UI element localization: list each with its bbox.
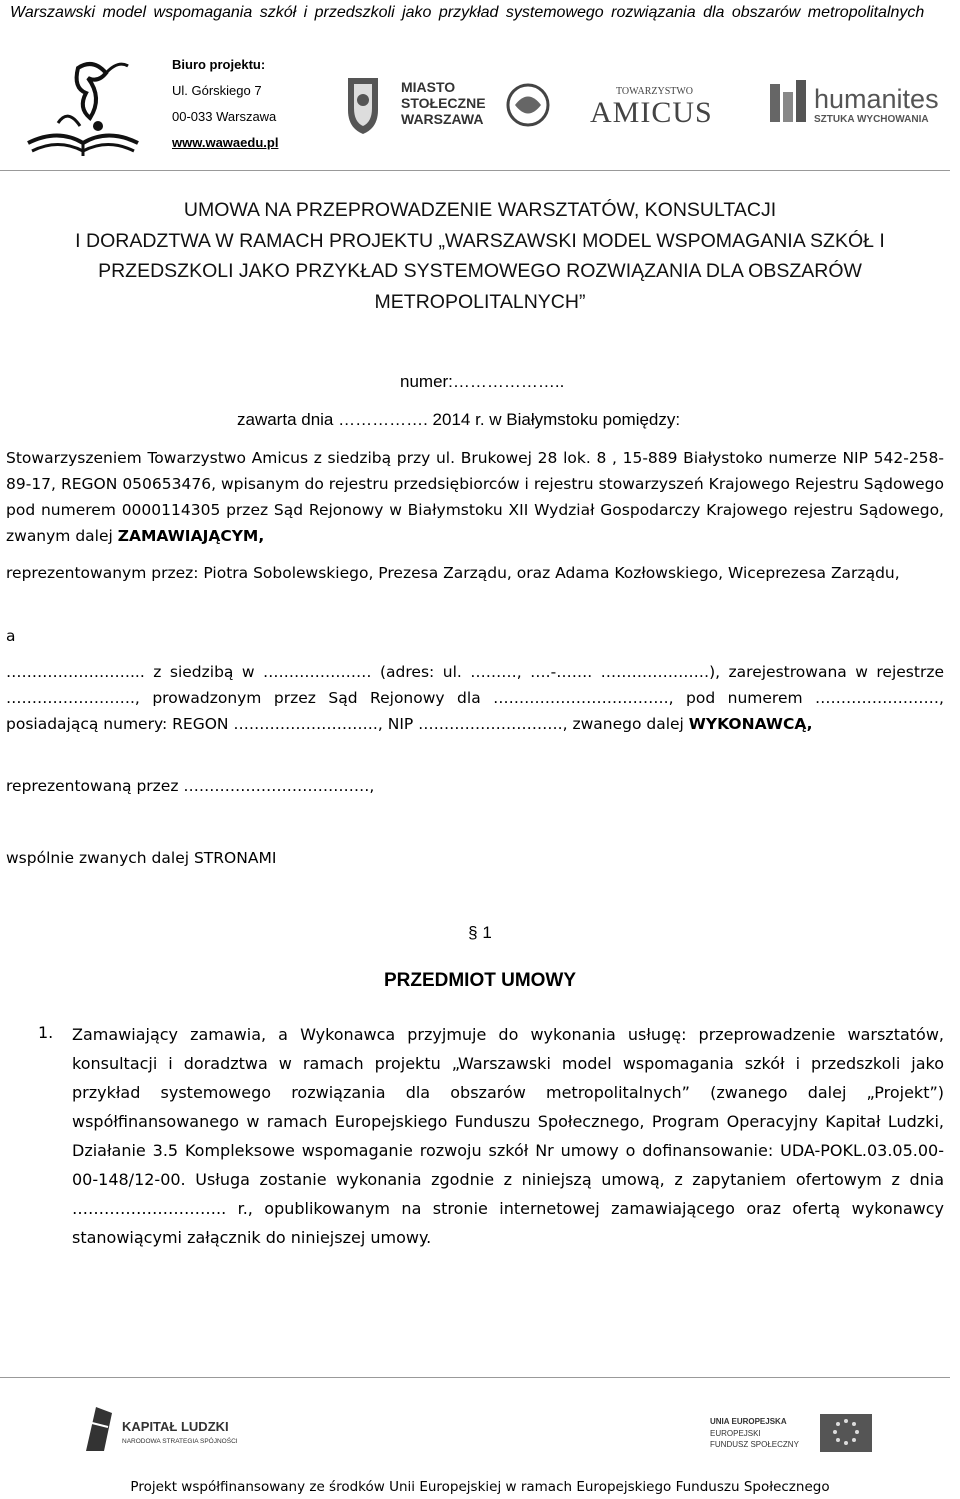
kl-main: KAPITAŁ LUDZKI (122, 1419, 229, 1434)
title-line-1: UMOWA NA PRZEPROWADZENIE WARSZTATÓW, KONSULTACJI (183, 199, 777, 221)
contract-date-place: zawarta dnia ……………. 2014 r. w Białymstoku pomiędzy: (237, 410, 681, 429)
kapital-ludzki-logo (82, 1403, 242, 1455)
party1-text: Stowarzyszeniem Towarzystwo Amicus z siedzibą przy ul. Brukowej 28 lok. 8 , 15-889 Białystoko numerze NIP 542-258-89-17, REGON 050653476, wpisanym do rejestru przedsiębiorców i rejestru stowarzyszeń Krajowego Rejestru Sądowego pod numerem 0000114305 przez Sąd Rejonowy w Białymstoku XII Wydział Gospodarczy Krajowego rejestru Sądowego, zwanym dalej (6, 449, 944, 545)
warsaw-logo (343, 70, 563, 140)
project-office (172, 52, 278, 156)
party1-role: ZAMAWIAJĄCYM, (117, 527, 265, 545)
running-head: Warszawski model wspomagania szkół i przedszkoli jako przykład systemowego rozwiązania dla obszarów metropolitalnych (10, 4, 925, 21)
office-label: Biuro projektu: (172, 57, 266, 72)
header-divider (0, 170, 950, 171)
footer-divider (0, 1377, 950, 1378)
warsaw-line3: WARSZAWA (401, 111, 484, 127)
party2-role: WYKONAWCĄ, (688, 715, 813, 733)
office-url-link[interactable]: www.wawaedu.pl (172, 135, 279, 150)
list-item-number: 1. (38, 1023, 54, 1042)
jointly-parties: wspólnie zwanych dalej STRONAMI (6, 849, 277, 867)
conjunction: a (6, 627, 16, 645)
title-line-2: I DORADZTWA W RAMACH PROJEKTU „WARSZAWSKI MODEL WSPOMAGANIA SZKÓŁ I (75, 229, 885, 252)
office-street: Ul. Górskiego 7 (172, 83, 262, 98)
humanites-sub: SZTUKA WYCHOWANIA (814, 114, 929, 125)
contract-title (0, 195, 960, 317)
eu-line2: EUROPEJSKI (710, 1429, 761, 1438)
kl-sub: NARODOWA STRATEGIA SPÓJNOŚCI (122, 1438, 238, 1445)
party2-text: ……………………... z siedzibą w ………………… (adres: ul. ………, ….-……. …………………), zarejestrowana w rejestrze ……………………., prowadzonym przez Sąd Rejonowy dla ……………………………., pod numerem ……………………, posiadającą numery: REGON ………………………., NIP ………………………., zwanego dalej (6, 663, 944, 733)
contract-number: numer:……………….. (400, 372, 565, 391)
section-heading: PRZEDMIOT UMOWY (383, 970, 577, 991)
party-ordering-description (6, 445, 944, 549)
party1-representation: reprezentowanym przez: Piotra Sobolewskiego, Prezesa Zarządu, oraz Adama Kozłowskiego, Wiceprezesa Zarządu, (6, 564, 900, 582)
title-line-3: PRZEDSZKOLI JAKO PRZYKŁAD SYSTEMOWEGO ROZWIĄZANIA DLA OBSZARÓW (98, 260, 862, 282)
cofinanced-note: Projekt współfinansowany ze środków Unii Europejskiej w ramach Europejskiego Funduszu Społecznego (130, 1479, 830, 1495)
wawaedu-logo (18, 48, 148, 166)
eu-line3: FUNDUSZ SPOŁECZNY (710, 1440, 799, 1449)
party-contractor-description (6, 659, 944, 737)
amicus-top: TOWARZYSTWO (616, 86, 694, 97)
list-item-text: Zamawiający zamawia, a Wykonawca przyjmuje do wykonania usługę: przeprowadzenie warsztatów, konsultacji i doradztwa w ramach projektu „Warszawski model wspomagania szkół i przedszkoli jako przykład systemowego rozwiązania dla obszarów metropolitalnych” (zwanego dalej „Projekt”) współfinansowanego w ramach Europejskiego Funduszu Społecznego, Program Operacyjny Kapitał Ludzki, Działanie 3.5 Kompleksowe wspomaganie rozwoju szkół Nr umowy o dofinansowanie: UDA-POKL.03.05.00-00-148/12-00. Usługa zostanie wykonania zgodnie z niniejszą umową, z zapytaniem ofertowym z dnia ……………………….. r., opublikowanym na stronie internetowej zamawiającego oraz ofertą wykonawcy stanowiącymi załącznik do niniejszej umowy. (72, 1025, 944, 1247)
warsaw-line2: STOŁECZNE (401, 95, 486, 111)
amicus-logo (588, 80, 738, 130)
section-number: § 1 (468, 923, 492, 942)
party2-representation: reprezentowaną przez ………………………………, (6, 777, 375, 795)
humanites-main: humanites (814, 84, 939, 114)
warsaw-line1: MIASTO (401, 79, 456, 95)
amicus-main: AMICUS (590, 96, 713, 129)
humanites-logo (768, 78, 948, 128)
eu-line1: UNIA EUROPEJSKA (710, 1417, 787, 1426)
title-line-4: METROPOLITALNYCH” (374, 290, 586, 313)
eu-logo (700, 1410, 875, 1456)
office-city: 00-033 Warszawa (172, 109, 277, 124)
